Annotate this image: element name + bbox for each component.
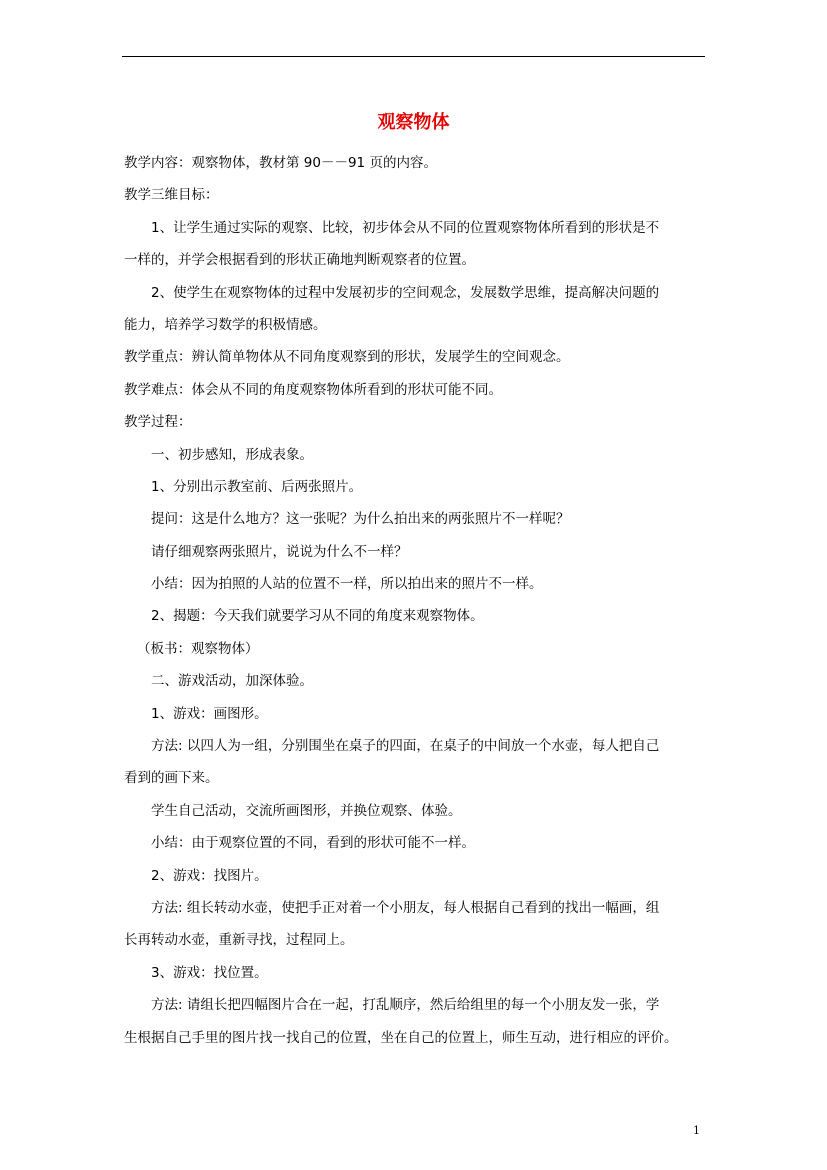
page-number: 1 (693, 1124, 700, 1137)
paragraph-method-1-cont: 看到的画下来。 (124, 770, 219, 787)
paragraph-method-1: 方法: 以四人为一组，分别围坐在桌子的四面，在桌子的中间放一个水壶，每人把自己 (151, 738, 660, 755)
paragraph-key-point: 教学重点：辨认简单物体从不同角度观察到的形状，发展学生的空间观念。 (124, 349, 570, 366)
header-rule (122, 56, 705, 57)
paragraph-goal-2: 2、使学生在观察物体的过程中发展初步的空间观念，发展数学思维，提高解决问题的 (151, 284, 660, 301)
paragraph-game-3: 3、游戏：找位置。 (151, 964, 268, 981)
paragraph-difficulty: 教学难点：体会从不同的角度观察物体所看到的形状可能不同。 (124, 381, 502, 398)
paragraph-summary-1: 小结：因为拍照的人站的位置不一样，所以拍出来的照片不一样。 (151, 576, 543, 593)
paragraph-goal-1-cont: 一样的，并学会根据看到的形状正确地判断观察者的位置。 (124, 252, 475, 269)
paragraph-game-1: 1、游戏：画图形。 (151, 705, 268, 722)
document-title: 观察物体 (377, 112, 450, 133)
paragraph-game-2: 2、游戏：找图片。 (151, 867, 268, 884)
paragraph-content: 教学内容：观察物体，教材第 90－－91 页的内容。 (124, 155, 437, 171)
paragraph-goals-heading: 教学三维目标： (124, 187, 219, 204)
paragraph-activity: 学生自己活动，交流所画图形，并换位观察、体验。 (151, 802, 462, 819)
paragraph-question: 提问：这是什么地方？这一张呢？为什么拍出来的两张照片不一样呢？ (151, 511, 570, 528)
paragraph-summary-2: 小结：由于观察位置的不同，看到的形状可能不一样。 (151, 835, 475, 852)
paragraph-goal-2-cont: 能力，培养学习数学的积极情感。 (124, 316, 327, 333)
paragraph-section-1: 一、初步感知，形成表象。 (151, 446, 313, 463)
paragraph-observe: 请仔细观察两张照片，说说为什么不一样？ (151, 543, 408, 560)
paragraph-step-1-2: 2、揭题：今天我们就要学习从不同的角度来观察物体。 (151, 608, 484, 625)
paragraph-method-2-cont: 长再转动水壶，重新寻找，过程同上。 (124, 932, 354, 949)
paragraph-step-1-1: 1、分别出示教室前、后两张照片。 (151, 478, 363, 495)
paragraph-process-heading: 教学过程： (124, 414, 192, 431)
paragraph-method-2: 方法: 组长转动水壶，使把手正对着一个小朋友，每人根据自己看到的找出一幅画，组 (151, 899, 660, 916)
paragraph-method-3-cont: 生根据自己手里的图片找一找自己的位置，坐在自己的位置上，师生互动，进行相应的评价。 (124, 1029, 678, 1046)
paragraph-goal-1: 1、让学生通过实际的观察、比较，初步体会从不同的位置观察物体所看到的形状是不 (151, 219, 660, 236)
document-body (124, 147, 706, 1054)
paragraph-section-2: 二、游戏活动，加深体验。 (151, 673, 313, 690)
paragraph-method-3: 方法: 请组长把四幅图片合在一起，打乱顺序，然后给组里的每一个小朋友发一张，学 (151, 997, 660, 1014)
paragraph-board-note: （板书：观察物体） (137, 640, 259, 657)
